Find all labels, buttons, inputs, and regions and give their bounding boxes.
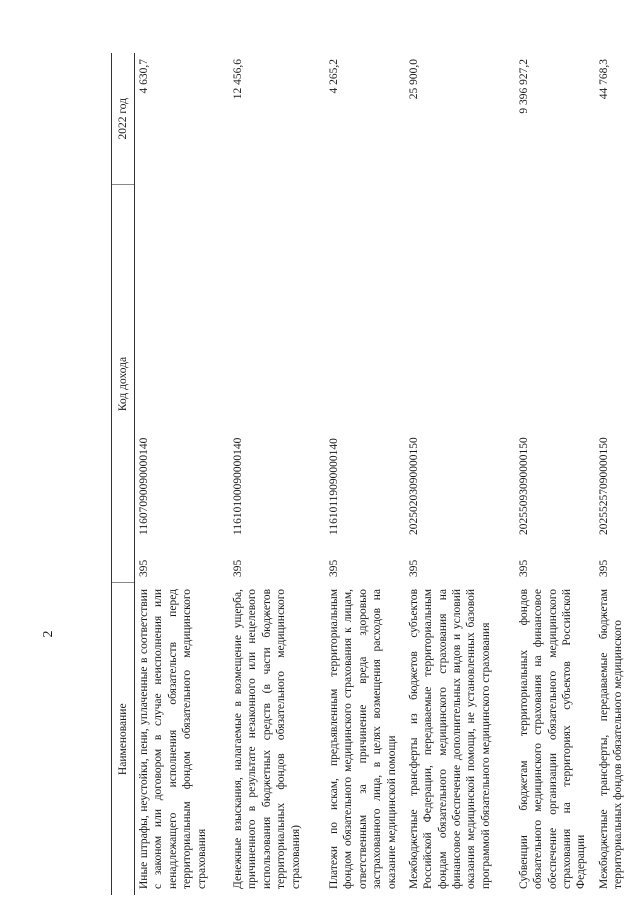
row-income-code: 11610119090000140 (328, 438, 340, 535)
table-header-row (112, 53, 135, 895)
row-name: Межбюджетные трансферты, передаваемые бюджетам территориальных фондов обязательного медицинского (597, 589, 625, 889)
row-name: Платежи по искам, предъявленным территориальным фондом обязательного медицинского страхования к лицам, ответственным за причинение вреда здоровью застрахованного лица, в целях возмещения расходов на оказание медицинской помощи (328, 589, 398, 889)
table-row (595, 53, 637, 895)
row-amount: 44 768,3 (597, 59, 610, 100)
row-amount: 4 630,7 (138, 59, 150, 94)
row-income-code: 20255257090000150 (597, 437, 610, 535)
table-row (325, 53, 405, 895)
row-admin-code: 395 (517, 559, 530, 577)
header-name: Наименование (112, 583, 135, 895)
page-number: 2 (41, 630, 56, 638)
rotated-page-content (111, 53, 625, 895)
row-amount: 4 265,2 (328, 59, 340, 94)
table-row (229, 53, 325, 895)
income-table (111, 53, 637, 895)
row-name: Иные штрафы, неустойки, пени, уплаченные в соответствии с законом или договором в случае неисполнения или ненадлежащего исполнения обязательств перед территориальным фондом обязательного медицинского страхования (138, 589, 208, 889)
row-name: Денежные взыскания, налагаемые в возмещение ущерба, причиненного в результате незаконного или нецелевого использования бюджетных средств (в части бюджетов территориальных фондов обязательного медицинского страхования) (232, 589, 302, 889)
table-row (515, 53, 595, 895)
header-year: 2022 год (112, 53, 135, 185)
row-amount: 9 396 927,2 (517, 59, 530, 114)
row-income-code: 11607090090000140 (138, 437, 150, 535)
row-amount: 25 900,0 (407, 59, 420, 100)
row-income-code: 11610100090000140 (232, 437, 244, 535)
row-admin-code: 395 (407, 559, 420, 577)
row-income-code: 20255093090000150 (517, 437, 530, 535)
row-admin-code: 395 (138, 559, 150, 577)
header-code: Код дохода (112, 185, 135, 583)
table-row (405, 53, 515, 895)
row-admin-code: 395 (328, 559, 340, 577)
row-admin-code: 395 (232, 559, 244, 577)
row-amount: 12 456,6 (232, 59, 244, 100)
table-row (135, 53, 230, 895)
row-name: Субвенции бюджетам территориальных фондов обязательного медицинского страхования на финансовое обеспечение организации обязательного медицинского страхования на территориях субъектов Российской Федерации (517, 589, 588, 889)
row-admin-code: 395 (597, 559, 610, 577)
row-name: Межбюджетные трансферты из бюджетов субъектов Российской Федерации, передаваемые территориальным фондам обязательного медицинского страхования на финансовое обеспечение дополнительных видов и условий оказания медицинской помощи, не установленных базовой программой обязательного медицинского страхования (407, 589, 492, 889)
row-income-code: 20250203090000150 (407, 437, 420, 535)
